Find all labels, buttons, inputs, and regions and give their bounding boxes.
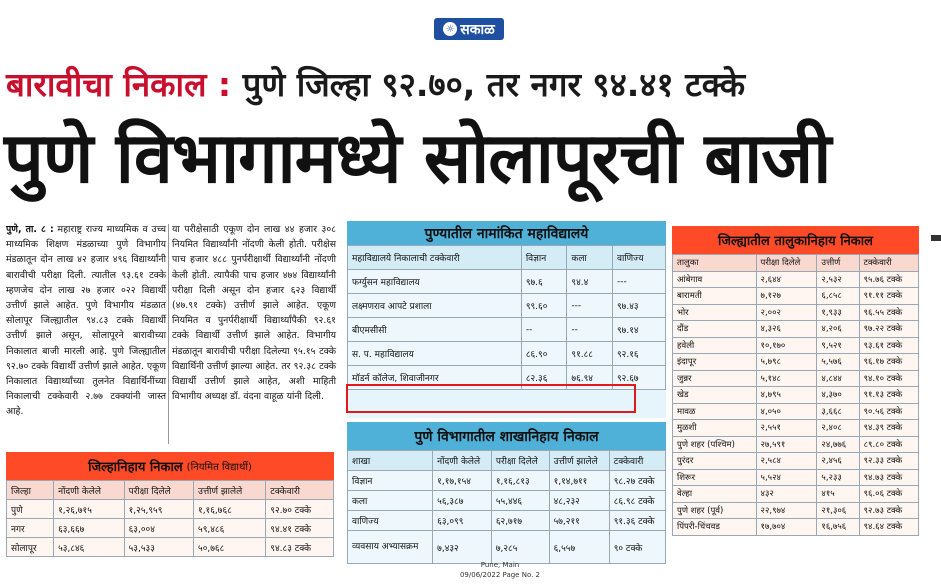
- table-row: [673, 436, 919, 453]
- branch-results-box: [347, 422, 666, 560]
- table-cell: ---: [567, 294, 613, 318]
- table-cell: १,१६,८१३: [491, 471, 549, 491]
- header-cell: टक्केवारी: [266, 481, 334, 500]
- table-cell: ९९.६०: [521, 294, 567, 318]
- table-cell: १६,७५६: [817, 519, 859, 536]
- table-cell: ५,२३३: [817, 469, 859, 486]
- table-cell: २२,९७४: [756, 502, 817, 519]
- table-row: [7, 519, 334, 538]
- header-cell: उत्तीर्ण झालेले: [549, 451, 609, 471]
- table-cell: १,२६,७१५: [54, 500, 125, 519]
- table-cell: वेल्हा: [673, 486, 757, 503]
- table-cell: ४,८४४: [817, 370, 859, 387]
- table-cell: ६,८५८: [817, 288, 859, 305]
- table-row: [348, 511, 666, 531]
- table-cell: पिंपरी-चिंचवड: [673, 519, 757, 536]
- header-cell: नोंदणी केलेले: [54, 481, 125, 500]
- table-row: [348, 342, 666, 366]
- header-cell: नोंदणी केलेले: [433, 451, 492, 471]
- table-cell: ९४.४: [567, 270, 613, 294]
- table-cell: २,००२: [756, 304, 817, 321]
- table-cell: पुणे: [7, 500, 54, 519]
- table-cell: ९६.१७ टक्के: [859, 354, 918, 371]
- table-cell: स. प. महाविद्यालय: [348, 342, 522, 366]
- district-title-text: जिल्हानिहाय निकाल: [88, 460, 183, 475]
- table-cell: १७,७०४: [756, 519, 817, 536]
- table-cell: ९४.४१ टक्के: [266, 519, 334, 538]
- table-row: [7, 500, 334, 519]
- masthead-text: सकाळ: [460, 21, 495, 38]
- headline: पुणे विभागामध्ये सोलापूरची बाजी: [4, 117, 831, 199]
- table-row: [348, 491, 666, 511]
- table-row: [673, 271, 919, 288]
- table-cell: ९२.३३ टक्के: [859, 453, 918, 470]
- table-cell: व्यवसाय अभ्यासक्रम: [348, 531, 433, 564]
- table-cell: जुन्नर: [673, 370, 757, 387]
- table-row: [348, 270, 666, 294]
- table-cell: ७६.९४: [567, 366, 613, 390]
- table-cell: इंदापूर: [673, 354, 757, 371]
- table-cell: शिरूर: [673, 469, 757, 486]
- header-cell: टक्केवारी: [859, 255, 918, 272]
- table-cell: ९२.६७: [613, 366, 666, 390]
- table-cell: ९२.७० टक्के: [266, 500, 334, 519]
- header-cell: परीक्षा दिलेले: [124, 481, 193, 500]
- table-row: [673, 288, 919, 305]
- table-cell: ६,५५७: [549, 531, 609, 564]
- kicker-lead: बारावीचा निकाल :: [6, 65, 232, 104]
- table-cell: १,१७,१५४: [433, 471, 492, 491]
- table-cell: ४३२: [756, 486, 817, 503]
- table-cell: ६३,०९९: [433, 511, 492, 531]
- table-cell: ८६.९८ टक्के: [609, 491, 665, 511]
- sakal-logo-icon: ☼: [443, 22, 457, 36]
- table-cell: २४,७७६: [817, 436, 859, 453]
- table-cell: ४,७९५: [756, 387, 817, 404]
- district-results-box: [6, 452, 334, 560]
- header-cell: टक्केवारी: [609, 451, 665, 471]
- table-cell: ८२.३६: [521, 366, 567, 390]
- table-header-row: [673, 255, 919, 272]
- header-cell: उत्तीर्ण झालेले: [194, 481, 266, 500]
- table-cell: २,५८४: [756, 453, 817, 470]
- taluka-results-title: जिल्ह्यातील तालुकानिहाय निकाल: [672, 226, 919, 254]
- table-cell: ९१.११ टक्के: [859, 288, 918, 305]
- table-row: [673, 354, 919, 371]
- table-cell: ५९,४८६: [194, 519, 266, 538]
- table-row: [7, 538, 334, 557]
- table-cell: ९१.८८: [567, 342, 613, 366]
- table-cell: ४,०५०: [756, 403, 817, 420]
- table-cell: बीएमसीसी: [348, 318, 522, 342]
- header-cell: परीक्षा दिलेले: [756, 255, 817, 272]
- table-header-row: [348, 246, 666, 270]
- table-cell: १,१४,७११: [549, 471, 609, 491]
- table-cell: ९६.०६ टक्के: [859, 486, 918, 503]
- table-cell: ९२.७३ टक्के: [859, 502, 918, 519]
- table-row: [673, 337, 919, 354]
- table-cell: ९८.२७ टक्के: [609, 471, 665, 491]
- table-row: [348, 294, 666, 318]
- table-header-row: [348, 451, 666, 471]
- table-cell: ९० टक्के: [609, 531, 665, 564]
- table-cell: ९३.६१ टक्के: [859, 337, 918, 354]
- table-cell: ९७.२२ टक्के: [859, 321, 918, 338]
- table-cell: २,४०८: [817, 420, 859, 437]
- table-cell: ५६,३८७: [433, 491, 492, 511]
- table-cell: ५३,८४६: [54, 538, 125, 557]
- table-cell: ४१५: [817, 486, 859, 503]
- table-row: [673, 420, 919, 437]
- table-cell: ९४.३९ टक्के: [859, 420, 918, 437]
- table-cell: ९१.१३ टक्के: [859, 387, 918, 404]
- table-cell: भोर: [673, 304, 757, 321]
- edge-mark: [931, 235, 941, 241]
- top-colleges-table: [347, 245, 666, 390]
- article-text-2: या परीक्षेसाठी एकूण दोन लाख ४४ हजार ३०८ नियमित विद्यार्थ्यांनी नोंदणी केली होती. परीक्षेस पाच हजार ४८८ पुनर्परीक्षार्थी विद्यार्थ्यांनी नोंदणी केली होती. त्यापैकी पाच हजार ४७४ विद्यार्थ्यांनी परीक्षा दिली असून दोन हजार ६२३ विद्यार्थी (४७.९१ टक्के) उत्तीर्ण झाले आहेत. एकूण नियमित व पुनर्परीक्षार्थी विद्यार्थ्यांपैकी ९२.६१ टक्के विद्यार्थी उत्तीर्ण झाले आहेत. विभागीय मंडळातून बारावीची परीक्षा दिलेल्या ९५.१५ टक्के विद्यार्थिनी उत्तीर्ण झाल्या आहेत. तर ९२.३८ टक्के विद्यार्थी उत्तीर्ण झाले आहेत, अशी माहिती विभागीय अध्यक्ष डॉ. वंदना वाहूळ यांनी दिली.: [172, 224, 336, 403]
- table-cell: ७,१२७: [756, 288, 817, 305]
- table-row: [673, 519, 919, 536]
- table-cell: ५५,४४६: [491, 491, 549, 511]
- district-results-title: [6, 452, 334, 480]
- table-cell: ५,७९८: [756, 354, 817, 371]
- table-row: [348, 318, 666, 342]
- header-cell: उत्तीर्ण: [817, 255, 859, 272]
- table-cell: १,९३३: [817, 304, 859, 321]
- table-cell: पुरंदर: [673, 453, 757, 470]
- table-cell: ८९.८० टक्के: [859, 436, 918, 453]
- table-cell: आंबेगाव: [673, 271, 757, 288]
- table-row: [348, 531, 666, 564]
- district-results-table: [6, 480, 334, 557]
- table-cell: ६३,००४: [124, 519, 193, 538]
- table-cell: ४८,२३२: [549, 491, 609, 511]
- table-row: [673, 469, 919, 486]
- taluka-results-table: [672, 254, 919, 536]
- table-cell: ५३,५३३: [124, 538, 193, 557]
- table-cell: ४,३२६: [756, 321, 817, 338]
- table-cell: मॉडर्न कॉलेज, शिवाजीनगर: [348, 366, 522, 390]
- table-cell: ९,५२१: [817, 337, 859, 354]
- table-cell: १,२५,९५९: [124, 500, 193, 519]
- table-cell: २७,५९१: [756, 436, 817, 453]
- table-row: [673, 403, 919, 420]
- table-cell: २१,३०६: [817, 502, 859, 519]
- table-row: [673, 502, 919, 519]
- page-footer: [400, 560, 600, 584]
- table-row: [673, 486, 919, 503]
- article-column-1: [6, 222, 166, 446]
- table-cell: खेड: [673, 387, 757, 404]
- table-cell: ९७.४३: [613, 294, 666, 318]
- header-cell: शाखा: [348, 451, 433, 471]
- footer-edition: Pune, Main: [480, 561, 520, 569]
- header-cell: परीक्षा दिलेले: [491, 451, 549, 471]
- top-colleges-title: पुण्यातील नामांकित महाविद्यालये: [347, 221, 666, 245]
- table-cell: विज्ञान: [348, 471, 433, 491]
- district-subtitle: (नियमित विद्यार्थी): [186, 462, 252, 473]
- table-cell: मुळशी: [673, 420, 757, 437]
- table-header-row: [7, 481, 334, 500]
- table-cell: ६३,६६७: [54, 519, 125, 538]
- header-cell: कला: [567, 246, 613, 270]
- branch-results-title: पुणे विभागातील शाखानिहाय निकाल: [347, 422, 666, 450]
- table-row: [673, 453, 919, 470]
- header-cell: जिल्हा: [7, 481, 54, 500]
- table-cell: ९७.१४: [613, 318, 666, 342]
- table-cell: ८६.९०: [521, 342, 567, 366]
- dateline: पुणे, ता. ८ :: [6, 224, 54, 235]
- table-cell: ५,५२४: [756, 469, 817, 486]
- table-cell: ९४.६४ टक्के: [859, 519, 918, 536]
- table-cell: ९४.७३ टक्के: [859, 469, 918, 486]
- table-cell: फर्ग्युसन महाविद्यालय: [348, 270, 522, 294]
- table-cell: ६२,७१७: [491, 511, 549, 531]
- table-cell: मावळ: [673, 403, 757, 420]
- table-cell: वाणिज्य: [348, 511, 433, 531]
- table-cell: ९२.१६: [613, 342, 666, 366]
- taluka-results-box: [672, 226, 919, 560]
- footer-date-page: 09/06/2022 Page No. 2: [459, 571, 541, 579]
- kicker: [6, 62, 936, 108]
- table-cell: ९१.३६ टक्के: [609, 511, 665, 531]
- table-cell: २,६४४: [756, 271, 817, 288]
- table-cell: ७,२८५: [491, 531, 549, 564]
- table-cell: ९४.८३ टक्के: [266, 538, 334, 557]
- table-row: [673, 387, 919, 404]
- table-cell: ४,३७०: [817, 387, 859, 404]
- table-row: [673, 304, 919, 321]
- table-row: [348, 471, 666, 491]
- table-cell: ९०.५६ टक्के: [859, 403, 918, 420]
- table-cell: २,४५६: [817, 453, 859, 470]
- table-cell: ४,२०६: [817, 321, 859, 338]
- table-cell: सोलापूर: [7, 538, 54, 557]
- masthead: [434, 18, 504, 40]
- table-row: [673, 370, 919, 387]
- table-cell: २,५५१: [756, 420, 817, 437]
- table-cell: ९५.७६ टक्के: [859, 271, 918, 288]
- table-cell: २,५३२: [817, 271, 859, 288]
- table-cell: हवेली: [673, 337, 757, 354]
- highlight-box: [346, 384, 636, 413]
- table-cell: ५,१४८: [756, 370, 817, 387]
- header-cell: तालुका: [673, 255, 757, 272]
- table-cell: ७,४३२: [433, 531, 492, 564]
- table-cell: ३,६६८: [817, 403, 859, 420]
- table-cell: --: [567, 318, 613, 342]
- table-row: [673, 321, 919, 338]
- table-cell: ५०,७६८: [194, 538, 266, 557]
- table-cell: कला: [348, 491, 433, 511]
- taluka-table-body: [673, 271, 919, 535]
- table-cell: दौंड: [673, 321, 757, 338]
- table-cell: पुणे शहर (पूर्व): [673, 502, 757, 519]
- table-cell: ९४.१० टक्के: [859, 370, 918, 387]
- header-cell: महाविद्यालये निकालाची टक्केवारी: [348, 246, 522, 270]
- table-cell: बारामती: [673, 288, 757, 305]
- header-cell: वाणिज्य: [613, 246, 666, 270]
- table-cell: ९६.५५ टक्के: [859, 304, 918, 321]
- article-column-2: [172, 222, 336, 446]
- table-cell: ---: [613, 270, 666, 294]
- table-cell: पुणे शहर (पश्चिम): [673, 436, 757, 453]
- table-cell: लक्ष्मणराव आपटे प्रशाला: [348, 294, 522, 318]
- table-cell: ५,५७६: [817, 354, 859, 371]
- article-text-1: महाराष्ट्र राज्य माध्यमिक व उच्च माध्यमिक शिक्षण मंडळाच्या पुणे विभागीय मंडळातून दोन लाख ४२ हजार ४९६ विद्यार्थ्यांनी बारावीची परीक्षा दिली. त्यातील ९३.६१ टक्के म्हणजेच दोन लाख २७ हजार ०२२ विद्यार्थी उत्तीर्ण झाले आहेत. पुणे विभागीय मंडळात सोलापूर जिल्ह्यातील ९४.८३ टक्के विद्यार्थी उत्तीर्ण झाले असून, सोलापूरने बारावीच्या निकालात बाजी मारली आहे. पुणे जिल्ह्यातील ९२.७० टक्के विद्यार्थी उत्तीर्ण झाले आहेत. एकूण निकालात विद्यार्थ्यांच्या तुलनेत विद्यार्थिनींच्या निकालाची टक्केवारी २.७७ टक्क्यांनी जास्त आहे.: [6, 224, 166, 418]
- header-cell: विज्ञान: [521, 246, 567, 270]
- branch-results-table: [347, 450, 666, 564]
- table-cell: ९७.६: [521, 270, 567, 294]
- kicker-rest: पुणे जिल्हा ९२.७०, तर नगर ९४.४१ टक्के: [242, 65, 746, 104]
- column-divider: [168, 224, 169, 444]
- table-cell: १,१६,७६८: [194, 500, 266, 519]
- table-cell: --: [521, 318, 567, 342]
- table-cell: नगर: [7, 519, 54, 538]
- table-cell: १०,१७०: [756, 337, 817, 354]
- table-cell: ५७,२११: [549, 511, 609, 531]
